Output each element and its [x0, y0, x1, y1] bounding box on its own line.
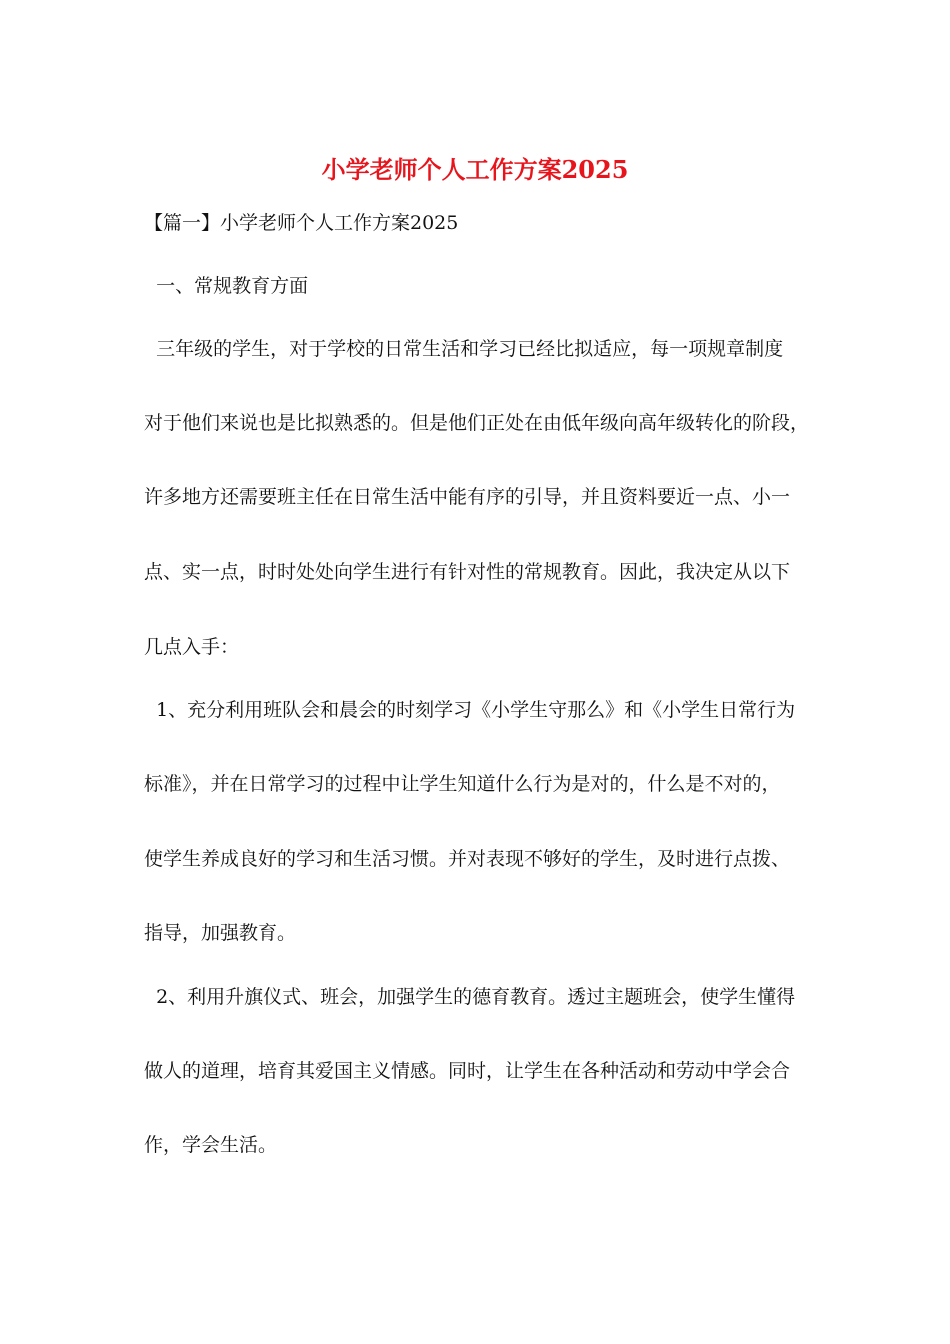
- list-item-line: 2、利用升旗仪式、班会，加强学生的德育教育。透过主题班会，使学生懂得: [144, 986, 796, 1008]
- paragraph-line: 对于他们来说也是比拟熟悉的。但是他们正处在由低年级向高年级转化的阶段，: [144, 412, 810, 434]
- list-item-line: 指导，加强教育。: [144, 922, 297, 944]
- paragraph-line: 许多地方还需要班主任在日常生活中能有序的引导，并且资料要近一点、小一: [144, 486, 791, 508]
- list-item-line: 标准》，并在日常学习的过程中让学生知道什么行为是对的，什么是不对的，: [144, 773, 781, 795]
- paragraph-line: 点、实一点，时时处处向学生进行有针对性的常规教育。因此，我决定从以下: [144, 561, 791, 583]
- paragraph-line: 几点入手：: [144, 636, 240, 658]
- document-title: 小学老师个人工作方案2025: [321, 155, 629, 184]
- list-item-line: 使学生养成良好的学习和生活习惯。并对表现不够好的学生，及时进行点拨、: [144, 848, 791, 870]
- section-heading: 【篇一】小学老师个人工作方案2025: [144, 212, 459, 234]
- list-item-line: 作，学会生活。: [144, 1134, 278, 1156]
- list-item-line: 做人的道理，培育其爱国主义情感。同时，让学生在各种活动和劳动中学会合: [144, 1060, 791, 1082]
- list-item-line: 1、充分利用班队会和晨会的时刻学习《小学生守那么》和《小学生日常行为: [144, 699, 796, 721]
- subsection-heading: 一、常规教育方面: [144, 275, 309, 297]
- paragraph-line: 三年级的学生，对于学校的日常生活和学习已经比拟适应，每一项规章制度: [144, 338, 784, 360]
